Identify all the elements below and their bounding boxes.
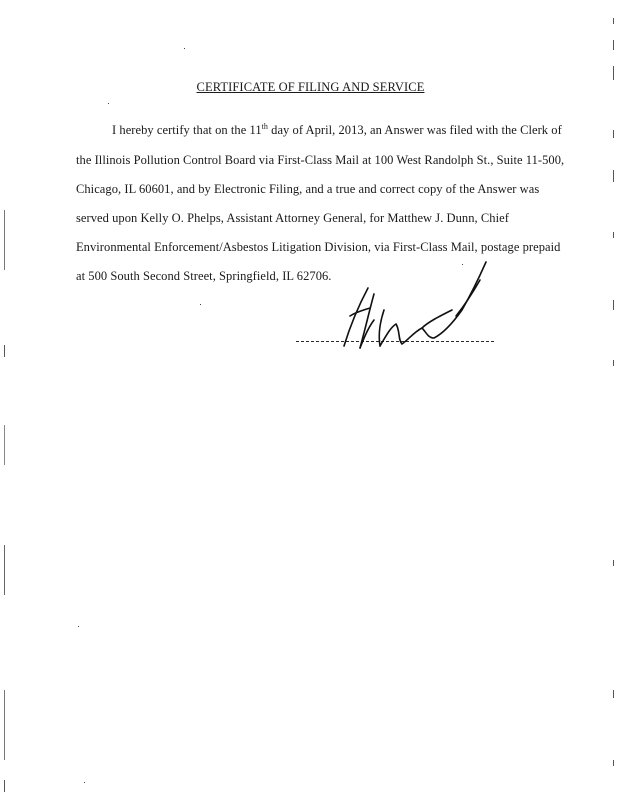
handwritten-signature [330, 258, 500, 358]
scan-mark [4, 545, 5, 595]
body-line-1-after: day of April, 2013, an Answer was filed with the Clerk of [267, 123, 562, 137]
scan-mark [613, 760, 614, 766]
scan-mark [613, 300, 614, 310]
scan-speck [84, 782, 85, 783]
body-line-2: the Illinois Pollution Control Board via First-Class Mail at 100 West Randolph St., Suite 11-500, [76, 153, 565, 167]
certificate-title: CERTIFICATE OF FILING AND SERVICE [196, 80, 425, 94]
body-line-6: at 500 South Second Street, Springfield, IL 62706. [76, 269, 332, 283]
body-line-4: served upon Kelly O. Phelps, Assistant Attorney General, for Matthew J. Dunn, Chief [76, 211, 509, 225]
scan-mark [613, 170, 614, 182]
scan-speck [462, 264, 463, 265]
body-line-3: Chicago, IL 60601, and by Electronic Filing, and a true and correct copy of the Answer was [76, 182, 540, 196]
scan-speck [184, 48, 185, 49]
scan-mark [4, 780, 5, 792]
scan-speck [108, 103, 109, 104]
scan-speck [200, 304, 201, 305]
scan-mark [613, 232, 614, 238]
scan-mark [613, 66, 614, 80]
scan-mark [613, 560, 614, 566]
body-line-1-before: I hereby certify that on the 11 [112, 123, 262, 137]
scan-mark [4, 345, 5, 357]
scan-mark [4, 425, 5, 465]
scan-mark [613, 690, 614, 698]
scan-mark [613, 18, 614, 24]
body-line-5: Environmental Enforcement/Asbestos Litigation Division, via First-Class Mail, postage prepaid [76, 240, 561, 254]
scan-mark [4, 690, 5, 760]
scan-mark [613, 360, 614, 366]
scan-mark [613, 130, 614, 138]
body-line-1 [112, 123, 562, 138]
scan-speck [78, 626, 79, 627]
scan-mark [613, 40, 614, 50]
ordinal-suffix: th [261, 121, 268, 131]
scan-mark [4, 210, 5, 270]
